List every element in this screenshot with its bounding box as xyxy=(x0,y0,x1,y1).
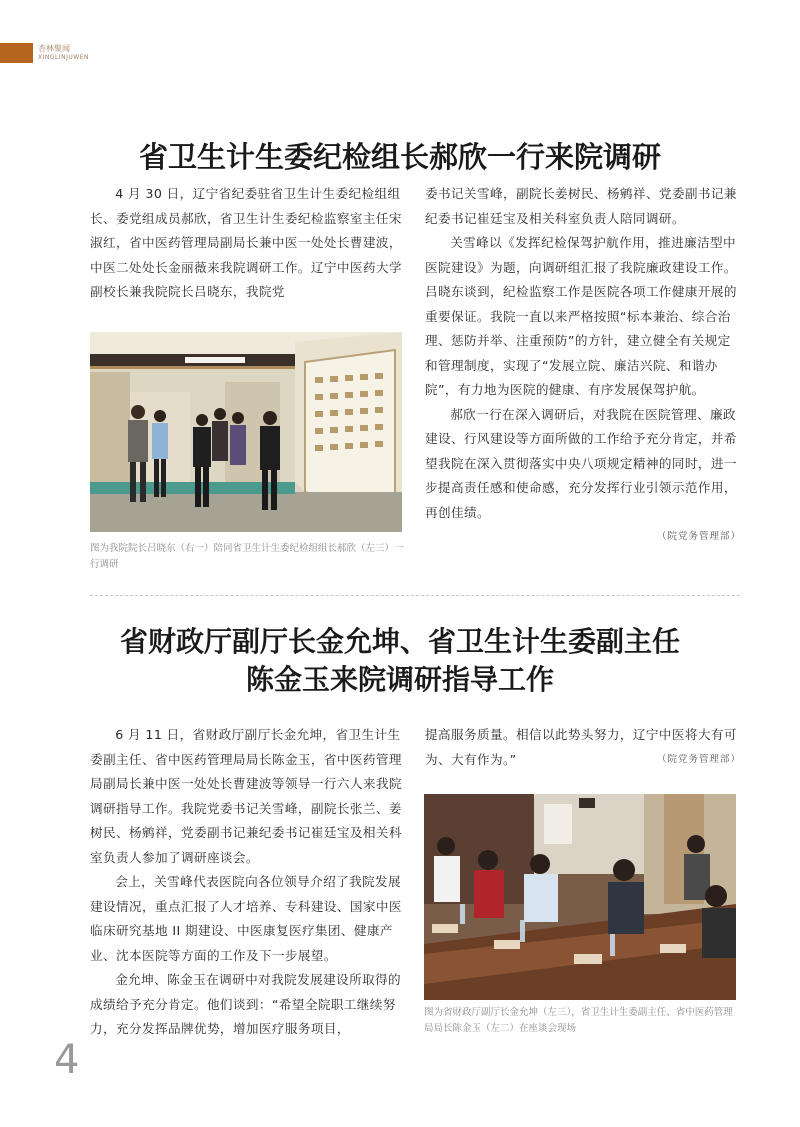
article1-paragraph: 关雪峰以《发挥纪检保驾护航作用，推进廉洁型中医院建设》为题，向调研组汇报了我院廉政建设工作。吕晓东谈到，纪检监察工作是医院各项工作健康开展的重要保证。我院一直以来严格按照“标本兼治、综合治理、惩防并举、注重预防”的方针，建立健全有关规定和管理制度，实现了“发展立院、廉洁兴院、和谐办院”，有力地为医院的健康、有序发展保驾护航。 xyxy=(425,235,737,397)
article1-paragraph: 4 月 30 日，辽宁省纪委驻省卫生计生委纪检组组长、委党组成员郝欣，省卫生计生委纪检监察室主任宋淑红，省中医药管理局副局长兼中医一处处长曹建波，中医二处处长金丽薇来我院调研工作。辽宁中医药大学副校长兼我院院长吕晓东，我院党 xyxy=(90,186,402,299)
article2-title-line2: 陈金玉来院调研指导工作 xyxy=(245,663,554,696)
article2-paragraph: 会上，关雪峰代表医院向各位领导介绍了我院发展建设情况，重点汇报了人才培养、专科建设、国家中医临床研究基地 II 期建设、中医康复医疗集团、健康产业、沈本医院等方面的工作及下一步展望。 xyxy=(90,874,402,963)
section-color-tab xyxy=(0,43,33,63)
article1-photo xyxy=(90,332,402,532)
article2-right-column xyxy=(425,723,741,773)
article-divider xyxy=(90,595,740,596)
article1-photo-caption: 图为我院院长吕晓东（右一）陪同省卫生计生委纪检组组长郝欣（左三）一行调研 xyxy=(90,543,404,570)
article1-right-column xyxy=(425,182,741,550)
article2-paragraph: 6 月 11 日，省财政厅副厅长金允坤，省卫生计生委副主任、省中医药管理局局长陈金玉，省中医药管理局副局长兼中医一处处长曹建波等领导一行六人来我院调研指导工作。我院党委书记关雪峰，副院长张兰、姜树民、杨鹓祥，党委副书记兼纪委书记崔廷宝及相关科室负责人参加了调研座谈会。 xyxy=(90,727,402,865)
section-name-pinyin: XINGLINJUWEN xyxy=(38,54,89,61)
article2-photo-caption: 图为省财政厅副厅长金允坤（左三），省卫生计生委副主任、省中医药管理局局长陈金玉（左二）在座谈会现场 xyxy=(424,1007,733,1034)
article2-paragraph: 提高服务质量。相信以此势头努力，辽宁中医将大有可为、大有作为。” xyxy=(425,727,737,767)
article2-photo xyxy=(424,794,736,1000)
article1-paragraph: 委书记关雪峰，副院长姜树民、杨鹓祥、党委副书记兼纪委书记崔廷宝及相关科室负责人陪同调研。 xyxy=(425,186,737,226)
article2-signature: （院党务管理部） xyxy=(656,754,741,765)
section-name: 杏林聚闻 xyxy=(38,44,70,53)
meeting-room-photo xyxy=(424,794,736,1000)
page-number: 4 xyxy=(54,1037,80,1083)
article2-title-line1: 省财政厅副厅长金允坤、省卫生计生委副主任 xyxy=(119,625,680,658)
article2-paragraph: 金允坤、陈金玉在调研中对我院发展建设所取得的成绩给予充分肯定。他们谈到：“希望全院职工继续努力，充分发挥品牌优势，增加医疗服务项目， xyxy=(90,972,402,1036)
article2-left-column xyxy=(90,723,408,1042)
article1-left-column xyxy=(90,182,408,305)
hospital-corridor-photo xyxy=(90,332,402,532)
article1-signature: （院党务管理部） xyxy=(656,531,741,542)
article1-paragraph: 郝欣一行在深入调研后，对我院在医院管理、廉政建设、行风建设等方面所做的工作给予充分肯定，并希望我院在深入贯彻落实中央八项规定精神的同时，进一步提高责任感和使命感，充分发挥行业引领示范作用，再创佳绩。 xyxy=(425,406,737,520)
article1-title: 省卫生计生委纪检组长郝欣一行来院调研 xyxy=(138,140,661,174)
